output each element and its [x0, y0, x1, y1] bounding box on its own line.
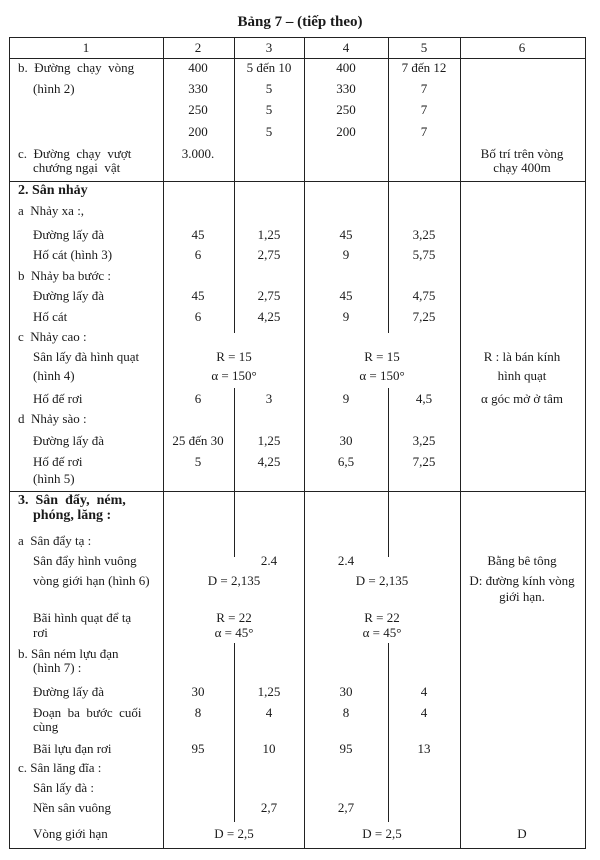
column-divider [388, 388, 389, 557]
merged-value-cell: D = 2,135 [355, 573, 409, 588]
value-cell: 7 [420, 102, 428, 117]
value-cell: 7 đến 12 [401, 60, 447, 75]
value-cell: 3.000. [181, 146, 215, 161]
row-label: rơi [33, 625, 48, 640]
table-bottom-border [9, 848, 586, 849]
merged-value-cell: R = 15 [364, 349, 400, 364]
value-cell: 45 [191, 288, 205, 303]
value-cell: 2,75 [257, 288, 281, 303]
merged-value-cell: α = 45° [362, 625, 402, 640]
row-label: Đường lấy đà [33, 684, 104, 699]
merged-value-cell: D = 2,5 [362, 826, 402, 841]
row-label: a Nhảy xa :, [18, 203, 85, 218]
merged-value-cell: α = 150° [211, 368, 257, 383]
value-cell: 3,25 [412, 433, 436, 448]
row-label: b Nhảy ba bước : [18, 268, 111, 283]
merged-value-cell: R = 15 [216, 349, 252, 364]
value-cell: 8 [194, 705, 202, 720]
value-cell: 6 [194, 247, 202, 262]
merged-value-cell: R = 22 [364, 610, 400, 625]
value-cell: 400 [336, 60, 356, 75]
table-title: Bảng 7 – (tiếp theo) [237, 14, 363, 30]
value-cell: 7,25 [412, 309, 436, 324]
value-cell: 3,25 [412, 227, 436, 242]
row-label: Bãi lựu đạn rơi [33, 741, 112, 756]
value-cell: 13 [417, 741, 431, 756]
column-header: 5 [420, 40, 428, 55]
value-cell: 2.4 [337, 553, 355, 568]
row-label: b. Đường chạy vòng [18, 60, 135, 75]
row-label: Đường lấy đà [33, 433, 104, 448]
row-label: d Nhảy sào : [18, 411, 87, 426]
row-label: c. Đường chạy vượt [18, 146, 132, 161]
value-cell: 1,25 [257, 433, 281, 448]
note-cell: D: đường kính vòng [469, 573, 575, 588]
row-label: vòng giới hạn (hình 6) [33, 573, 150, 588]
value-cell: 2,75 [257, 247, 281, 262]
row-label: Đoạn ba bước cuối [33, 705, 142, 720]
note-cell: chạy 400m [493, 160, 551, 175]
value-cell: 7 [420, 124, 428, 139]
column-header: 4 [342, 40, 350, 55]
row-label: (hình 2) [33, 81, 75, 96]
value-cell: 250 [188, 102, 208, 117]
note-cell: D [517, 826, 527, 841]
note-cell: α góc mở ở tâm [481, 391, 563, 406]
row-label: Bãi hình quạt để tạ [33, 610, 132, 625]
value-cell: 1,25 [257, 227, 281, 242]
row-label: Đường lấy đà [33, 227, 104, 242]
row-label: a Sân đẩy tạ : [18, 533, 92, 548]
value-cell: 6 [194, 391, 202, 406]
value-cell: 7 [420, 81, 428, 96]
value-cell: 5 [265, 81, 273, 96]
value-cell: 2,7 [260, 800, 278, 815]
row-label: 2. Sân nhảy [18, 183, 88, 198]
column-header: 1 [82, 40, 90, 55]
value-cell: 5 [194, 454, 202, 469]
value-cell: 25 đến 30 [172, 433, 224, 448]
row-label: Hố đế rơi [33, 391, 83, 406]
note-cell: Bố trí trên vòng [480, 146, 564, 161]
value-cell: 45 [191, 227, 205, 242]
value-cell: 330 [336, 81, 356, 96]
table-top-border [9, 37, 586, 38]
merged-value-cell: D = 2,5 [214, 826, 254, 841]
value-cell: 200 [188, 124, 208, 139]
row-label: Sân lấy đà hình quạt [33, 349, 140, 364]
row-label: Hố đế rơi [33, 454, 83, 469]
value-cell: 45 [339, 288, 353, 303]
row-label: Hố cát (hình 3) [33, 247, 113, 262]
row-label: (hình 5) [33, 471, 75, 486]
merged-value-cell: R = 22 [216, 610, 252, 625]
column-divider [388, 643, 389, 822]
value-cell: 95 [191, 741, 205, 756]
merged-value-cell: α = 45° [214, 625, 254, 640]
column-divider [234, 643, 235, 822]
row-label: Đường lấy đà [33, 288, 104, 303]
row-label: chướng ngại vật [33, 160, 121, 175]
column-divider [9, 37, 10, 849]
value-cell: 7,25 [412, 454, 436, 469]
value-cell: 45 [339, 227, 353, 242]
value-cell: 9 [342, 247, 350, 262]
value-cell: 10 [262, 741, 276, 756]
row-label: Nền sân vuông [33, 800, 111, 815]
value-cell: 4 [420, 684, 428, 699]
value-cell: 4,25 [257, 454, 281, 469]
value-cell: 6 [194, 309, 202, 324]
value-cell: 4 [420, 705, 428, 720]
row-label: c. Sân lăng đĩa : [18, 760, 102, 775]
value-cell: 5 đến 10 [246, 60, 292, 75]
value-cell: 8 [342, 705, 350, 720]
column-divider [585, 37, 586, 849]
value-cell: 9 [342, 309, 350, 324]
value-cell: 30 [339, 433, 353, 448]
row-label: b. Sân ném lựu đạn [18, 646, 119, 661]
value-cell: 200 [336, 124, 356, 139]
note-cell: R : là bán kính [483, 349, 561, 364]
value-cell: 9 [342, 391, 350, 406]
value-cell: 250 [336, 102, 356, 117]
row-label: cùng [33, 719, 59, 734]
value-cell: 2.4 [260, 553, 278, 568]
value-cell: 5,75 [412, 247, 436, 262]
value-cell: 4,75 [412, 288, 436, 303]
row-label: (hình 7) : [33, 660, 82, 675]
value-cell: 95 [339, 741, 353, 756]
column-header: 3 [265, 40, 273, 55]
note-cell: hình quạt [497, 368, 547, 383]
value-cell: 4,25 [257, 309, 281, 324]
value-cell: 400 [188, 60, 208, 75]
note-cell: giới hạn. [499, 589, 545, 604]
column-divider [234, 388, 235, 557]
merged-value-cell: α = 150° [359, 368, 405, 383]
value-cell: 2,7 [337, 800, 355, 815]
note-cell: Bằng bê tông [487, 553, 557, 568]
row-label: (hình 4) [33, 368, 75, 383]
value-cell: 330 [188, 81, 208, 96]
section-divider [9, 181, 586, 182]
merged-value-cell: D = 2,135 [207, 573, 261, 588]
row-label: Sân đẩy hình vuông [33, 553, 137, 568]
value-cell: 3 [265, 391, 273, 406]
row-label: c Nhảy cao : [18, 329, 87, 344]
row-label: phóng, lăng : [33, 508, 112, 523]
value-cell: 5 [265, 124, 273, 139]
value-cell: 4,5 [415, 391, 433, 406]
value-cell: 4 [265, 705, 273, 720]
value-cell: 30 [191, 684, 205, 699]
column-header: 6 [518, 40, 526, 55]
row-label: Vòng giới hạn [33, 826, 108, 841]
column-header: 2 [194, 40, 202, 55]
row-label: Hố cát [33, 309, 68, 324]
value-cell: 1,25 [257, 684, 281, 699]
value-cell: 30 [339, 684, 353, 699]
row-label: 3. Sân đẩy, ném, [18, 493, 126, 508]
row-label: Sân lấy đà : [33, 780, 95, 795]
value-cell: 6,5 [337, 454, 355, 469]
value-cell: 5 [265, 102, 273, 117]
